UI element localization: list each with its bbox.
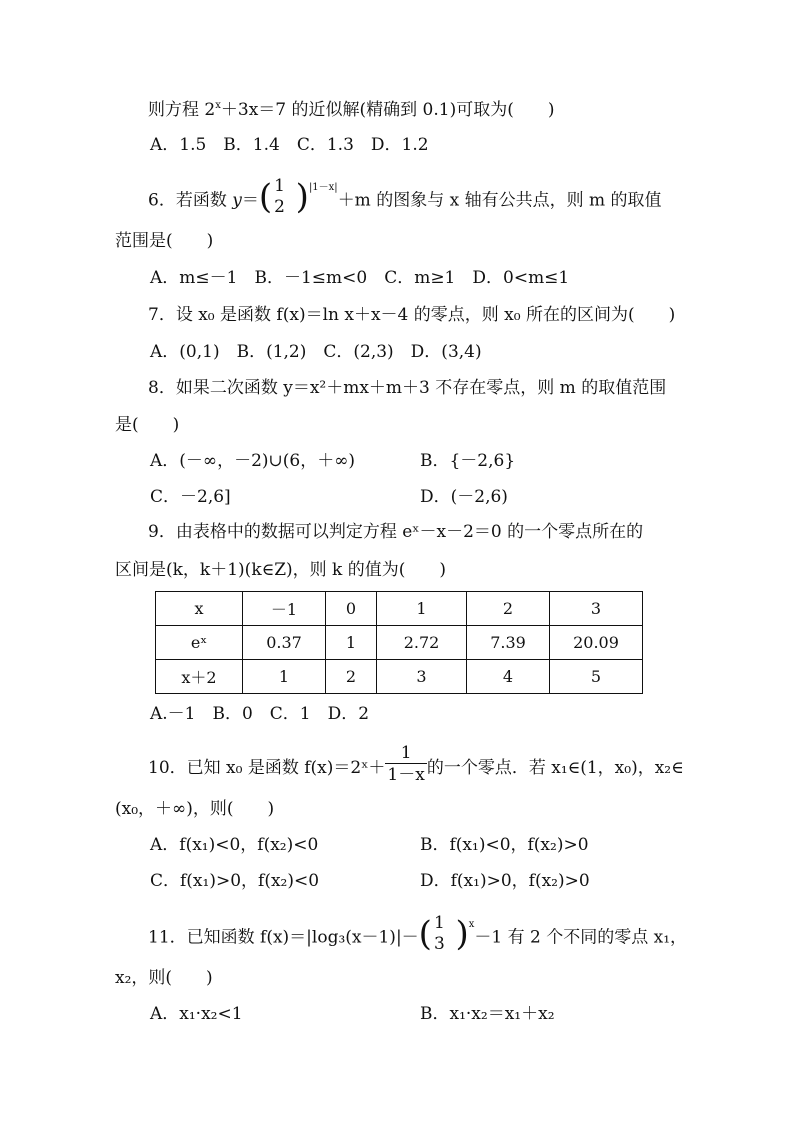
q10-stem	[148, 743, 684, 790]
q10-post: 的一个零点．若 x₁∈(1，x₀)，x₂∈	[426, 758, 684, 778]
q11-fraction	[432, 913, 447, 955]
q10-frac-num: 1	[400, 743, 412, 763]
q6-frac-num: 1	[274, 176, 285, 196]
q5-eq-base: 2	[204, 100, 216, 120]
q8-stem: 8．如果二次函数 y＝x²＋mx＋m＋3 不存在零点，则 m 的取值范围	[148, 378, 667, 398]
q11-line2: x₂，则( )	[115, 968, 213, 988]
table-cell: 2	[467, 592, 550, 626]
table-row	[156, 626, 643, 660]
q11-option-a: A．x₁·x₂<1	[150, 1004, 243, 1024]
q11-pre: 11．已知函数 f(x)＝|log₃(x－1)|－	[148, 927, 419, 948]
q5-stem-pre: 则方程	[148, 100, 199, 120]
q6-options: A．m≤－1 B．－1≤m<0 C．m≥1 D．0<m≤1	[150, 268, 570, 288]
q6-post: 的图象与 x 轴有公共点，则 m 的取值	[376, 190, 662, 211]
table-cell: 0.37	[243, 626, 326, 660]
q11-paren-right: )	[455, 914, 469, 954]
q6-plus-m: ＋m	[337, 190, 371, 211]
table-cell: 0	[326, 592, 377, 626]
table-cell: －1	[243, 592, 326, 626]
q9-stem: 9．由表格中的数据可以判定方程 eˣ－x－2＝0 的一个零点所在的	[148, 522, 644, 542]
q6-y: y	[232, 190, 242, 211]
q10-option-b: B．f(x₁)<0，f(x₂)>0	[420, 835, 589, 855]
q11-post: －1 有 2 个不同的零点 x₁，	[474, 927, 688, 948]
q11-option-b: B．x₁·x₂＝x₁＋x₂	[420, 1004, 555, 1024]
q10-fraction	[385, 743, 426, 786]
q5-options: A．1.5 B．1.4 C．1.3 D．1.2	[150, 135, 429, 155]
table-cell: 7.39	[467, 626, 550, 660]
q6-exp: |1－x|	[308, 182, 338, 193]
q10-frac-den: 1－x	[387, 765, 425, 785]
table-cell: 3	[550, 592, 643, 626]
q9-line2: 区间是(k，k＋1)(k∈Z)，则 k 的值为( )	[115, 560, 447, 580]
table-cell: 2.72	[377, 626, 467, 660]
q6-stem	[148, 176, 662, 222]
table-cell: x	[156, 592, 243, 626]
q5-stem-post: 的近似解(精确到 0.1)可取为( )	[291, 100, 555, 120]
q11-exp: x	[468, 919, 475, 930]
table-cell: x＋2	[156, 660, 243, 694]
q10-option-c: C．f(x₁)>0，f(x₂)<0	[150, 871, 320, 891]
q10-pre: 10．已知 x₀ 是函数 f(x)＝2ˣ＋	[148, 758, 386, 778]
table-cell: 4	[467, 660, 550, 694]
table-cell: 5	[550, 660, 643, 694]
q6-paren-right: )	[295, 177, 309, 217]
q6-eq: ＝	[241, 190, 259, 211]
q6-line2: 范围是( )	[115, 231, 214, 251]
q11-paren: (	[418, 914, 432, 954]
q5-eq-exp: x	[215, 100, 221, 111]
q6-frac-den: 2	[274, 197, 285, 217]
q6-paren: (	[258, 177, 273, 217]
table-row	[156, 592, 643, 626]
q8-option-d: D．(－2,6)	[420, 487, 508, 507]
q8-line2: 是( )	[115, 415, 180, 435]
q7-stem: 7．设 x₀ 是函数 f(x)＝ln x＋x－4 的零点，则 x₀ 所在的区间为( )	[148, 305, 676, 325]
table-cell: eˣ	[156, 626, 243, 660]
table-cell: 3	[377, 660, 467, 694]
q10-line2: (x₀，＋∞)，则( )	[115, 799, 275, 819]
q11-stem	[148, 913, 688, 959]
q5-eq	[204, 100, 286, 120]
q7-options: A．(0,1) B．(1,2) C．(2,3) D．(3,4)	[150, 342, 482, 362]
q10-option-a: A．f(x₁)<0，f(x₂)<0	[150, 835, 319, 855]
table-cell: 2	[326, 660, 377, 694]
table-cell: 20.09	[550, 626, 643, 660]
q8-option-a: A．(－∞，－2)∪(6，＋∞)	[150, 451, 356, 471]
table-cell: 1	[243, 660, 326, 694]
table-cell: 1	[326, 626, 377, 660]
table-cell: 1	[377, 592, 467, 626]
q8-option-c: C．－2,6]	[150, 487, 231, 507]
q9-data-table	[155, 591, 643, 694]
q5-eq-rest: ＋3x＝7	[220, 100, 287, 120]
q8-option-b: B．{－2,6}	[420, 451, 516, 471]
q6-num: 6．若函数	[148, 190, 227, 211]
table-row	[156, 660, 643, 694]
q10-option-d: D．f(x₁)>0，f(x₂)>0	[420, 871, 590, 891]
q11-frac-num: 1	[433, 913, 445, 933]
q6-fraction	[272, 176, 287, 218]
q11-frac-den: 3	[433, 934, 445, 954]
q5-stem	[148, 98, 554, 122]
q9-options: A.－1 B．0 C．1 D．2	[150, 704, 370, 724]
